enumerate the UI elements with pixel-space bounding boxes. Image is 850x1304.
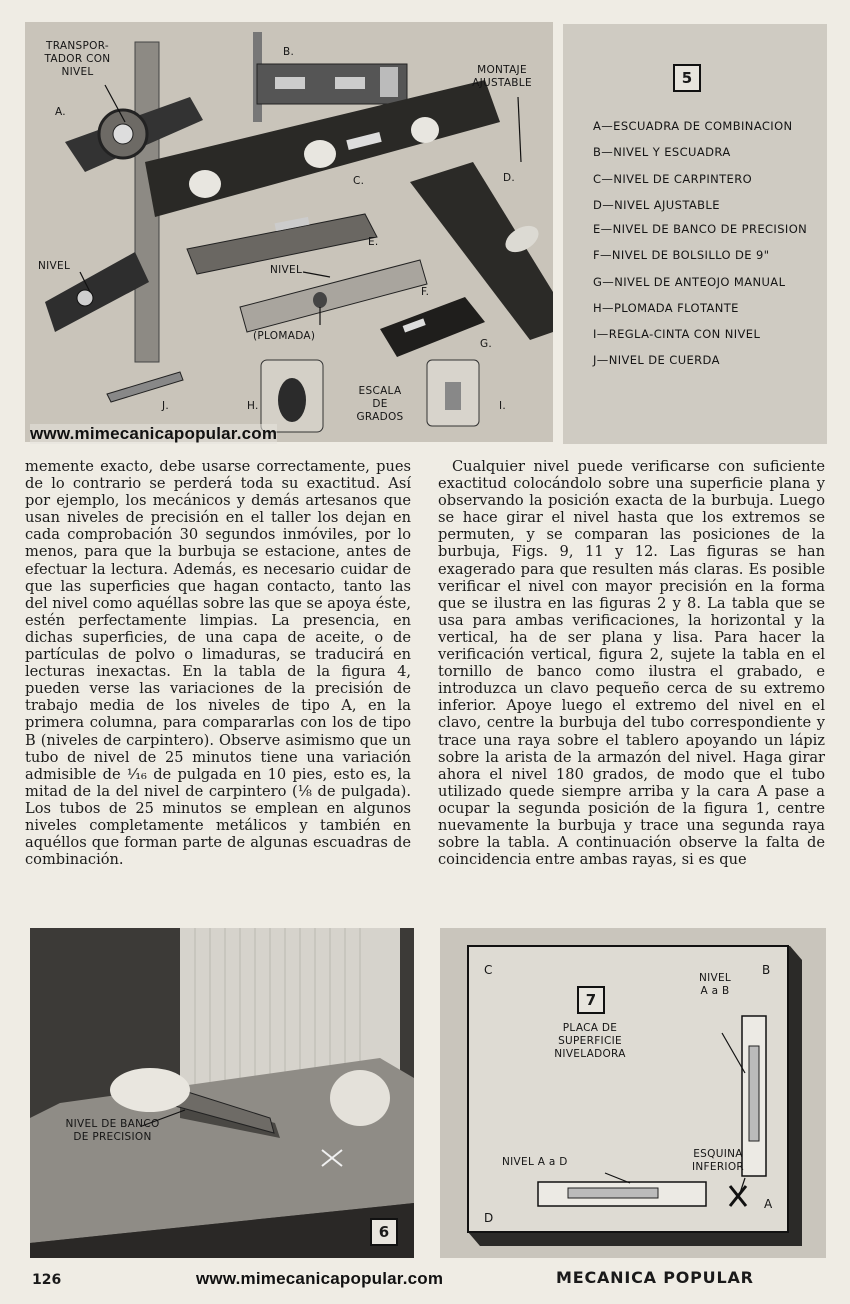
magazine-name: MECANICA POPULAR bbox=[556, 1268, 754, 1287]
watermark-top: www.mimecanicapopular.com bbox=[30, 424, 278, 443]
legend-item: C—NIVEL DE CARPINTERO bbox=[593, 172, 753, 186]
label-montaje: MONTAJE AJUSTABLE bbox=[472, 64, 532, 89]
legend-item: D—NIVEL AJUSTABLE bbox=[593, 198, 720, 212]
label-nivel-f: NIVEL bbox=[270, 264, 303, 276]
corner-d: D bbox=[484, 1211, 494, 1225]
legend-item: H—PLOMADA FLOTANTE bbox=[593, 301, 739, 315]
figure-5-number: 5 bbox=[673, 64, 701, 92]
label-i: I. bbox=[499, 400, 507, 412]
pocket-level-f bbox=[240, 260, 430, 332]
label-b: B. bbox=[283, 46, 295, 58]
label-nivel-banco: NIVEL DE BANCO DE PRECISION bbox=[65, 1118, 160, 1143]
figure-6-photo bbox=[30, 928, 414, 1258]
label-nivel-left: NIVEL bbox=[38, 260, 71, 272]
floating-plumb-h bbox=[261, 360, 323, 432]
legend-item: A—ESCUADRA DE COMBINACION bbox=[593, 119, 793, 133]
corner-c: C bbox=[484, 963, 493, 977]
label-a: A. bbox=[55, 106, 66, 118]
figure-7-title: PLACA DE SUPERFICIE NIVELADORA bbox=[554, 1022, 626, 1060]
legend-item: E—NIVEL DE BANCO DE PRECISION bbox=[593, 222, 808, 236]
label-escala: ESCALA DE GRADOS bbox=[356, 385, 404, 423]
label-f: F. bbox=[421, 286, 430, 298]
hand-level-g bbox=[380, 297, 485, 357]
figure-7-number: 7 bbox=[577, 986, 605, 1014]
figure-5-legend-panel bbox=[563, 24, 827, 444]
legend-item: I—REGLA-CINTA CON NIVEL bbox=[593, 327, 761, 341]
legend-item: F—NIVEL DE BOLSILLO DE 9" bbox=[593, 248, 770, 262]
label-transportador: TRANSPOR- TADOR CON NIVEL bbox=[44, 40, 111, 78]
label-plomada: (PLOMADA) bbox=[253, 330, 316, 342]
paragraph-right: Cualquier nivel puede verificarse con suficiente exactitud colocándolo sobre una superficie plana y observando la posición exacta de la burbuja. Luego se hace girar el nivel hasta que los extremos se permuten, y se comparan las posiciones de la burbuja, Figs. 9, 11 y 12. Las figuras se han exagerado para que resulten más claras. Es posible verificar el nivel con mayor precisión en la forma que se ilustra en las figuras 2 y 8. La tabla que se usa para ambas verificaciones, la horizontal y la vertical, ha de ser plana y lisa. Para hacer la verificación vertical, figura 2, sujete la tabla en el tornillo de banco como ilustra el grabado, e introduzca un clavo pequeño cerca de su extremo inferior. Apoye luego el extremo del nivel en el clavo, centre la burbuja del tubo correspondiente y trace una raya sobre el tablero apoyando un lápiz sobre la arista de la armazón del nivel. Haga girar ahora el nivel 180 grados, de modo que el tubo utilizado quede siempre arriba y la cara A pase a ocupar la segunda posición de la figura 1, centre nuevamente la burbuja y trace una segunda raya sobre la tabla. A continuación observe la falta de coincidencia entre ambas rayas, si es que bbox=[438, 458, 825, 869]
legend-item: J—NIVEL DE CUERDA bbox=[593, 353, 720, 367]
label-c: C. bbox=[353, 175, 365, 187]
page-number: 126 bbox=[32, 1272, 62, 1288]
label-nivel-ab: NIVEL A a B bbox=[698, 972, 732, 997]
text-column-right bbox=[438, 458, 825, 868]
bench-photo-illustration bbox=[30, 928, 414, 1258]
label-d: D. bbox=[503, 172, 516, 184]
figure-6-number: 6 bbox=[370, 1218, 398, 1246]
string-level-j bbox=[107, 372, 183, 402]
watermark-bottom: www.mimecanicapopular.com bbox=[196, 1269, 444, 1288]
label-esquina: ESQUINA INFERIOR bbox=[692, 1148, 744, 1173]
label-h: H. bbox=[247, 400, 259, 412]
label-nivel-ad: NIVEL A a D bbox=[502, 1156, 568, 1168]
figure-5-photo bbox=[25, 22, 553, 442]
legend-item: G—NIVEL DE ANTEOJO MANUAL bbox=[593, 275, 786, 289]
label-j: J. bbox=[162, 400, 170, 412]
paragraph-left: memente exacto, debe usarse correctamente, pues de lo contrario se perderá toda su exactitud. Así por ejemplo, los mecánicos y demás artesanos que usan niveles de precisión en el taller los dejan en cada comprobación 30 segundos inmóviles, por lo menos, para que la burbuja se estacione, antes de efectuar la lectura. Además, es necesario cuidar de que las superficies que hagan contacto, tanto las del nivel como aquéllas sobre las que se apoya éste, estén perfectamente limpias. La presencia, en dichas superficies, de una capa de aceite, o de partículas de polvo o limaduras, se traducirá en lecturas inexactas. En la tabla de la figura 4, pueden verse las variaciones de la precisión de trabajo media de los niveles de tipo A, en la primera columna, para compararlas con los de tipo B (niveles de carpintero). Observe asimismo que un tubo de nivel de 25 minutos tiene una variación admisible de ¹⁄₁₆ de pulgada en 10 pies, esto es, la mitad de la del nivel de carpintero (⅛ de pulgada). Los tubos de 25 minutos se emplean en algunos niveles completamente metálicos y también en aquéllos que forman parte de algunas escuadras de combinación. bbox=[25, 458, 411, 869]
text-column-left bbox=[25, 458, 411, 868]
figure-7-panel bbox=[440, 928, 826, 1258]
tape-rule-i bbox=[427, 360, 479, 426]
corner-b: B bbox=[762, 963, 771, 977]
legend-item: B—NIVEL Y ESCUADRA bbox=[593, 145, 731, 159]
label-e: E. bbox=[368, 236, 379, 248]
label-g: G. bbox=[480, 338, 493, 350]
corner-a: A bbox=[764, 1197, 773, 1211]
